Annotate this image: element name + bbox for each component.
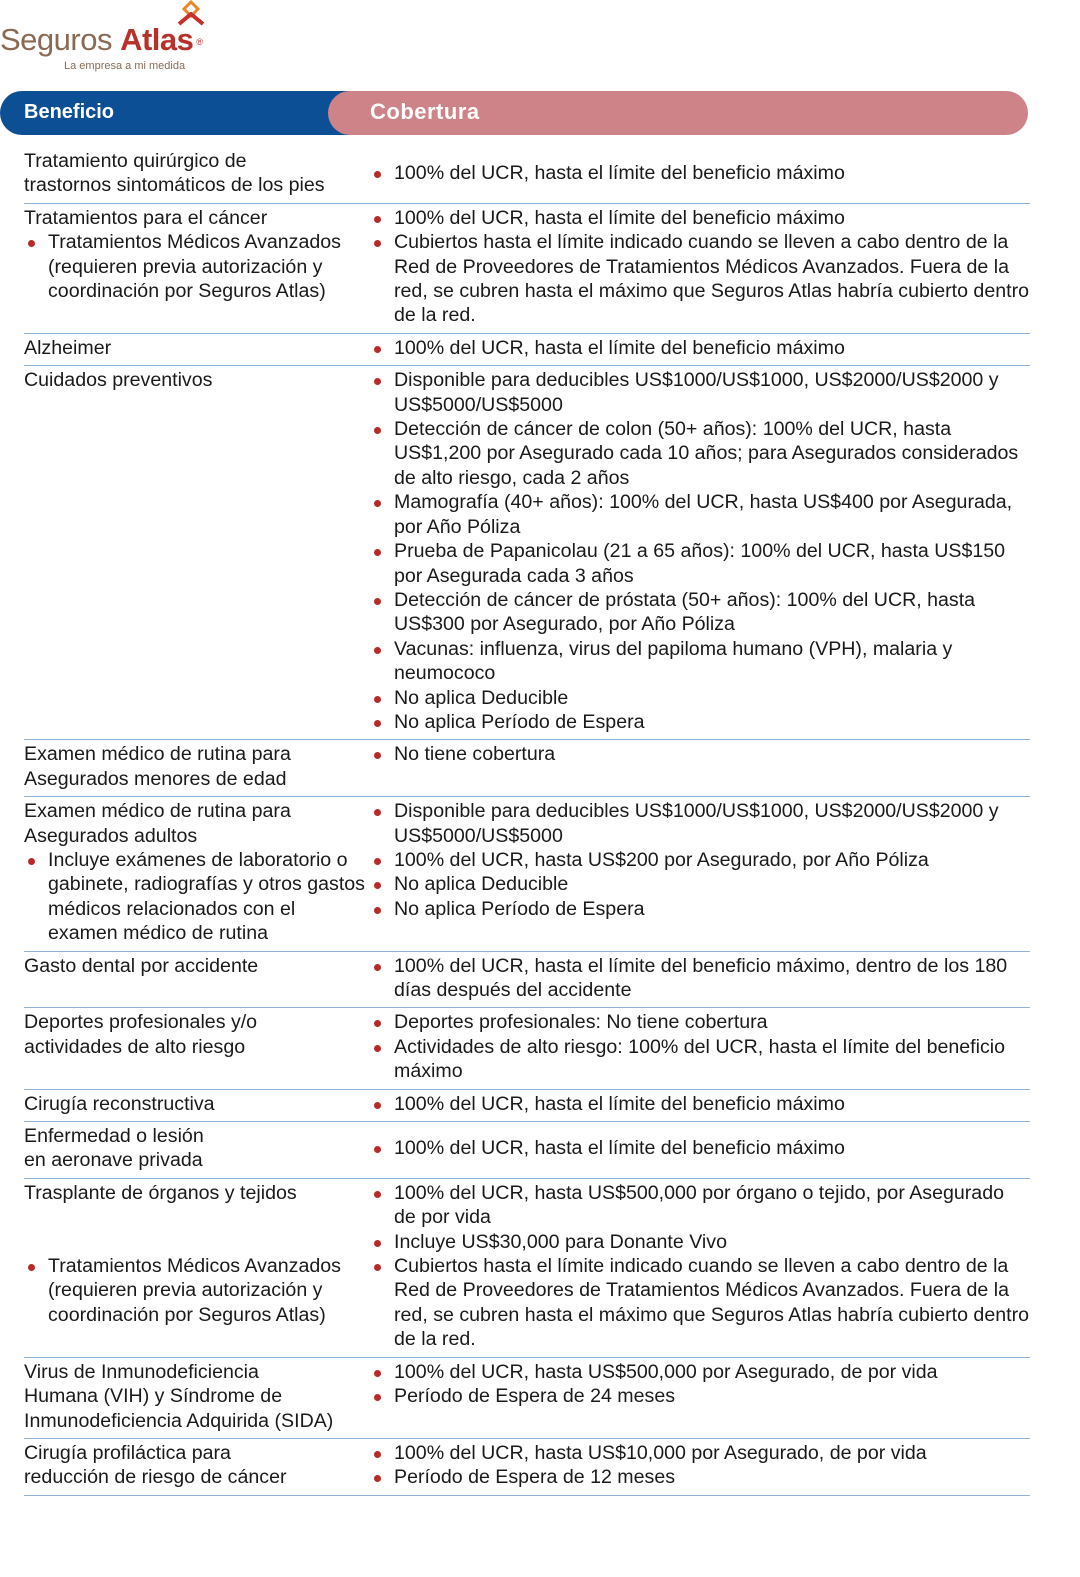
coverage-bullet: 100% del UCR, hasta el límite del beneficio máximo	[370, 161, 1030, 185]
benefit-cell	[24, 336, 370, 360]
benefit-bullet: Tratamientos Médicos Avanzados (requieren previa autorización y coordinación por Seguros Atlas)	[24, 1254, 370, 1327]
benefit-text: Examen médico de rutina para	[24, 743, 291, 766]
table-row	[24, 1090, 1030, 1122]
coverage-bullet: Cubiertos hasta el límite indicado cuando se lleven a cabo dentro de la Red de Proveedores de Tratamientos Médicos Avanzados. Fuera de la red, se cubren hasta el máximo que Seguros Atlas habría cubierto dentro de la red.	[370, 1254, 1030, 1352]
benefits-table	[24, 147, 1030, 1496]
benefit-text: Examen médico de rutina para	[24, 800, 291, 823]
brand-bold: Atlas	[120, 22, 194, 57]
benefit-text: Humana (VIH) y Síndrome de	[24, 1385, 283, 1408]
benefit-text: en aeronave privada	[24, 1149, 203, 1172]
coverage-bullet: 100% del UCR, hasta US$10,000 por Asegurado, de por vida	[370, 1441, 1030, 1465]
coverage-bullet: No aplica Deducible	[370, 872, 1030, 896]
benefit-text: Tratamientos para el cáncer	[24, 206, 268, 229]
coverage-cell	[370, 161, 1030, 185]
benefit-cell	[24, 954, 370, 1003]
coverage-cell	[370, 742, 1030, 791]
coverage-cell	[370, 799, 1030, 945]
benefit-text: Cuidados preventivos	[24, 369, 213, 392]
benefit-cell	[24, 368, 370, 734]
coverage-cell	[370, 1010, 1030, 1083]
coverage-cell	[370, 954, 1030, 1003]
benefit-cell	[24, 1010, 370, 1083]
benefit-text: Asegurados adultos	[24, 824, 198, 847]
coverage-cell	[370, 1360, 1030, 1433]
benefit-text: Cirugía profiláctica para	[24, 1441, 231, 1464]
coverage-bullet: Vacunas: influenza, virus del papiloma humano (VPH), malaria y neumococo	[370, 637, 1030, 686]
benefit-text: Enfermedad o lesión	[24, 1125, 204, 1148]
spacer	[24, 1205, 370, 1229]
coverage-bullet: No tiene cobertura	[370, 742, 1030, 766]
table-row	[24, 1358, 1030, 1439]
table-row	[24, 366, 1030, 740]
benefit-text: reducción de riesgo de cáncer	[24, 1466, 287, 1489]
benefit-text: Alzheimer	[24, 336, 112, 359]
benefit-text: Cirugía reconstructiva	[24, 1092, 215, 1115]
coverage-cell	[370, 1136, 1030, 1160]
coverage-cell	[370, 206, 1030, 328]
coverage-cell	[370, 368, 1030, 734]
benefit-cell	[24, 1124, 370, 1173]
company-logo	[0, 0, 240, 80]
coverage-bullet: 100% del UCR, hasta US$200 por Asegurado, por Año Póliza	[370, 848, 1030, 872]
benefit-text: actividades de alto riesgo	[24, 1035, 246, 1058]
coverage-bullet: Disponible para deducibles US$1000/US$1000, US$2000/US$2000 y US$5000/US$5000	[370, 799, 1030, 848]
benefit-cell	[24, 149, 370, 198]
table-row	[24, 1008, 1030, 1089]
benefit-text: Asegurados menores de edad	[24, 767, 287, 790]
coverage-bullet: No aplica Período de Espera	[370, 897, 1030, 921]
table-row	[24, 797, 1030, 951]
coverage-bullet: Mamografía (40+ años): 100% del UCR, hasta US$400 por Asegurada, por Año Póliza	[370, 490, 1030, 539]
brand-name	[0, 22, 203, 58]
coverage-bullet: 100% del UCR, hasta el límite del beneficio máximo	[370, 1092, 1030, 1116]
table-row	[24, 204, 1030, 334]
table-row	[24, 147, 1030, 204]
benefit-text: Tratamiento quirúrgico de	[24, 150, 247, 172]
coverage-bullet: Actividades de alto riesgo: 100% del UCR, hasta el límite del beneficio máximo	[370, 1035, 1030, 1084]
coverage-bullet: 100% del UCR, hasta el límite del beneficio máximo, dentro de los 180 días después del accidente	[370, 954, 1030, 1003]
benefit-bullet: Tratamientos Médicos Avanzados (requieren previa autorización y coordinación por Seguros Atlas)	[24, 230, 370, 303]
benefit-cell	[24, 742, 370, 791]
benefit-bullet: Incluye exámenes de laboratorio o gabinete, radiografías y otros gastos médicos relacionados con el examen médico de rutina	[24, 848, 370, 946]
benefit-cell	[24, 1181, 370, 1352]
coverage-bullet: 100% del UCR, hasta US$500,000 por órgano o tejido, por Asegurado de por vida	[370, 1181, 1030, 1230]
benefit-text: Virus de Inmunodeficiencia	[24, 1360, 259, 1383]
benefit-text: Trasplante de órganos y tejidos	[24, 1181, 297, 1204]
coverage-cell	[370, 336, 1030, 360]
coverage-bullet: 100% del UCR, hasta el límite del beneficio máximo	[370, 336, 1030, 360]
benefit-text: Deportes profesionales y/o	[24, 1011, 258, 1034]
coverage-bullet: Prueba de Papanicolau (21 a 65 años): 100% del UCR, hasta US$150 por Asegurada cada 3 años	[370, 539, 1030, 588]
coverage-cell	[370, 1181, 1030, 1352]
table-row	[24, 1439, 1030, 1496]
coverage-bullet: No aplica Deducible	[370, 686, 1030, 710]
coverage-cell	[370, 1092, 1030, 1116]
coverage-bullet: Incluye US$30,000 para Donante Vivo	[370, 1230, 1030, 1254]
table-row	[24, 1179, 1030, 1358]
benefit-text: Gasto dental por accidente	[24, 954, 259, 977]
benefit-cell	[24, 206, 370, 328]
brand-light: Seguros	[0, 22, 121, 57]
header-benefit-label: Beneficio	[24, 101, 115, 123]
coverage-bullet: 100% del UCR, hasta el límite del beneficio máximo	[370, 1136, 1030, 1160]
brand-tagline: La empresa a mi medida	[64, 60, 186, 72]
coverage-bullet: Período de Espera de 12 meses	[370, 1465, 1030, 1489]
coverage-bullet: 100% del UCR, hasta el límite del beneficio máximo	[370, 206, 1030, 230]
coverage-bullet: Cubiertos hasta el límite indicado cuando se lleven a cabo dentro de la Red de Proveedores de Tratamientos Médicos Avanzados. Fuera de la red, se cubren hasta el máximo que Seguros Atlas habría cubierto dentro de la red.	[370, 230, 1030, 328]
coverage-cell	[370, 1441, 1030, 1490]
coverage-bullet: Período de Espera de 24 meses	[370, 1384, 1030, 1408]
benefit-cell	[24, 799, 370, 945]
table-row	[24, 1122, 1030, 1179]
spacer	[24, 1230, 370, 1254]
benefit-cell	[24, 1092, 370, 1116]
registered-mark: ®	[196, 36, 203, 47]
benefit-cell	[24, 1360, 370, 1433]
coverage-bullet: Detección de cáncer de próstata (50+ años): 100% del UCR, hasta US$300 por Asegurado, por Año Póliza	[370, 588, 1030, 637]
benefit-text: trastornos sintomáticos de los pies	[24, 174, 325, 197]
coverage-bullet: 100% del UCR, hasta US$500,000 por Asegurado, de por vida	[370, 1360, 1030, 1384]
coverage-bullet: Detección de cáncer de colon (50+ años): 100% del UCR, hasta US$1,200 por Asegurado cada 10 años; para Asegurados considerados de alto riesgo, cada 2 años	[370, 417, 1030, 490]
benefit-cell	[24, 1441, 370, 1490]
table-row	[24, 740, 1030, 797]
table-row	[24, 952, 1030, 1009]
benefit-text: Inmunodeficiencia Adquirida (SIDA)	[24, 1409, 334, 1432]
table-header	[0, 91, 1028, 135]
header-coverage-label: Cobertura	[370, 99, 480, 124]
coverage-bullet: No aplica Período de Espera	[370, 710, 1030, 734]
table-row	[24, 334, 1030, 366]
coverage-bullet: Deportes profesionales: No tiene cobertura	[370, 1010, 1030, 1034]
coverage-bullet: Disponible para deducibles US$1000/US$1000, US$2000/US$2000 y US$5000/US$5000	[370, 368, 1030, 417]
